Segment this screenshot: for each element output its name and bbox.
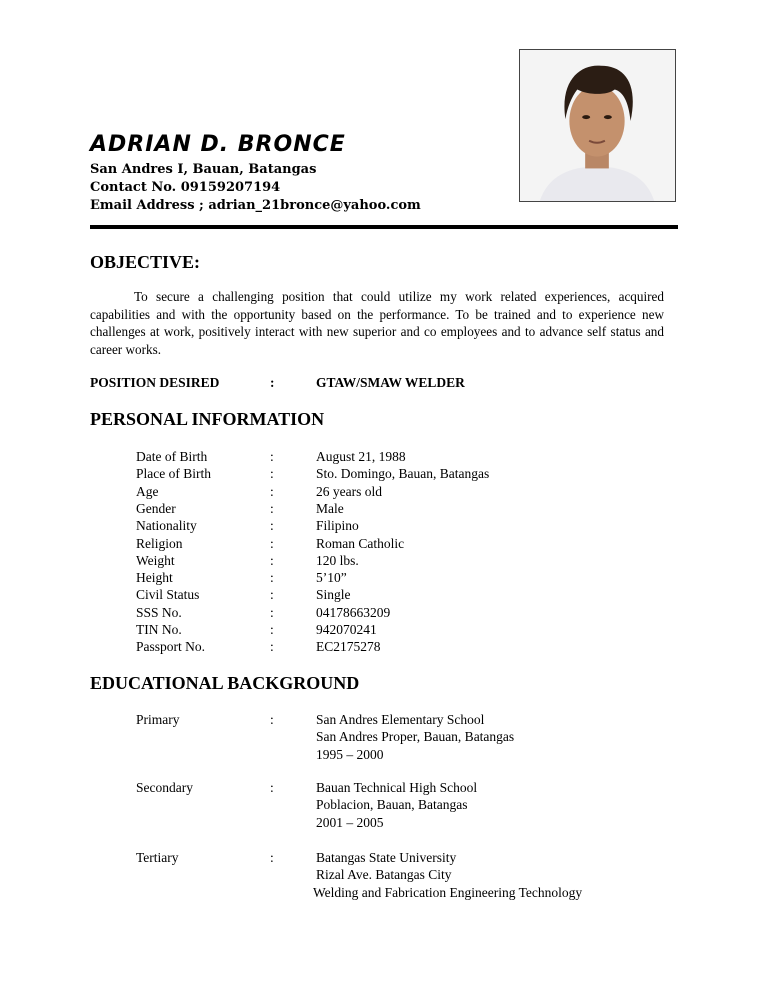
personal-info-label: Gender [136, 500, 176, 516]
personal-info-value: Male [316, 500, 344, 516]
personal-info-label: Passport No. [136, 639, 206, 655]
personal-info-label: Place of Birth [136, 466, 211, 482]
separator-colon: : [270, 483, 274, 499]
header-divider [90, 225, 678, 229]
personal-info-value: Sto. Domingo, Bauan, Batangas [316, 466, 490, 482]
address-line: San Andres I, Bauan, Batangas [90, 162, 317, 177]
separator-colon: : [270, 552, 274, 568]
separator-colon: : [270, 535, 274, 551]
objective-body: To secure a challenging position that could utilize my work related experiences, acquired capabilities and with the opportunity based on the performance. To be trained and to experience new challenges at work, positively interact with new superior and co employees and to advance self status and career works. [90, 289, 664, 357]
personal-info-label: Civil Status [136, 587, 200, 603]
personal-info-value: Filipino [316, 518, 359, 534]
separator-colon: : [270, 449, 274, 464]
contact-line: Contact No. 09159207194 [90, 180, 281, 195]
objective-heading: OBJECTIVE: [90, 252, 201, 272]
position-label: POSITION DESIRED [90, 375, 220, 390]
education-level: Tertiary [136, 850, 179, 865]
education-detail-line: San Andres Elementary School [316, 712, 485, 727]
separator-colon: : [270, 639, 274, 655]
separator-colon: : [270, 500, 274, 516]
personal-info-label: Weight [136, 552, 175, 568]
personal-info-label: Age [136, 483, 159, 499]
personal-info-value: Single [316, 587, 351, 603]
education-detail-line: Poblacion, Bauan, Batangas [316, 797, 468, 813]
objective-text [90, 288, 664, 358]
separator-colon: : [270, 712, 274, 727]
personal-info-value: August 21, 1988 [316, 449, 406, 464]
education-detail-line: San Andres Proper, Bauan, Batangas [316, 729, 515, 745]
personal-info-value: 120 lbs. [316, 552, 359, 568]
education-detail-line: Bauan Technical High School [316, 780, 478, 795]
education-detail-line: 1995 – 2000 [316, 746, 384, 762]
separator-colon: : [270, 604, 274, 620]
education-detail-line: Batangas State University [316, 850, 457, 865]
personal-info-label: Height [136, 570, 173, 586]
position-colon: : [270, 375, 275, 390]
education-detail-line: 2001 – 2005 [316, 814, 384, 830]
personal-heading: PERSONAL INFORMATION [90, 409, 325, 429]
education-detail-line: Welding and Fabrication Engineering Technology [313, 884, 583, 900]
separator-colon: : [270, 587, 274, 603]
personal-info-value: EC2175278 [316, 639, 381, 655]
personal-info-label: Nationality [136, 518, 197, 534]
education-detail-line: Rizal Ave. Batangas City [316, 867, 452, 883]
personal-info-value: 942070241 [316, 622, 377, 637]
separator-colon: : [270, 570, 274, 586]
education-level: Secondary [136, 780, 193, 795]
personal-info-label: SSS No. [136, 604, 182, 620]
separator-colon: : [270, 518, 274, 534]
separator-colon: : [270, 466, 274, 482]
applicant-name: ADRIAN D. BRONCE [90, 132, 346, 157]
email-line: Email Address ; adrian_21bronce@yahoo.com [90, 198, 421, 213]
portrait-image [520, 50, 675, 201]
profile-photo [519, 49, 676, 202]
personal-info-value: 26 years old [316, 483, 382, 499]
separator-colon: : [270, 622, 274, 637]
separator-colon: : [270, 850, 274, 865]
personal-info-label: Date of Birth [136, 449, 208, 464]
education-level: Primary [136, 712, 180, 727]
separator-colon: : [270, 780, 274, 795]
personal-info-value: 04178663209 [316, 604, 391, 620]
education-heading: EDUCATIONAL BACKGROUND [90, 673, 360, 693]
position-value: GTAW/SMAW WELDER [316, 375, 465, 390]
personal-info-label: TIN No. [136, 622, 182, 637]
personal-info-value: Roman Catholic [316, 535, 405, 551]
personal-info-value: 5’10” [316, 570, 347, 586]
personal-info-label: Religion [136, 535, 183, 551]
